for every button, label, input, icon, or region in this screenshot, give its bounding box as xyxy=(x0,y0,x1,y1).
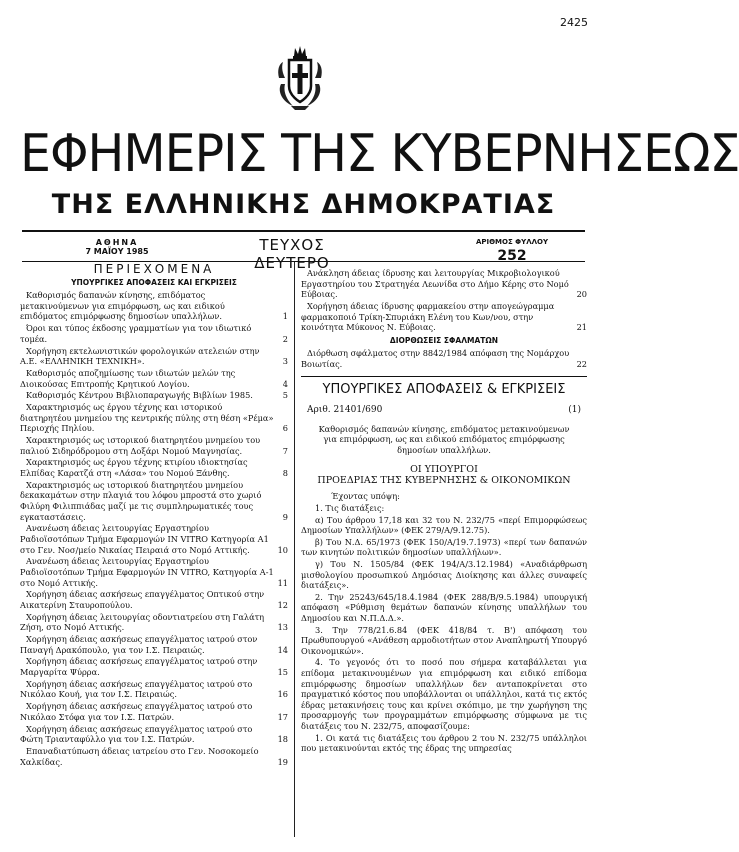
contents-entry xyxy=(20,612,288,633)
entry-page-number: 17 xyxy=(277,711,288,722)
entry-title: Ανάκληση άδειας ίδρυσης και λειτουργίας Μικροβιολογικού Εργαστηρίου του Στρατηγέα Λεωνίδα στο Δήμο Κέρης στο Νομό Εύβοιας. xyxy=(301,268,569,300)
entry-page-number: 5 xyxy=(282,390,288,401)
entry-page-number: 12 xyxy=(277,599,288,610)
body-paragraph: β) Του Ν.Δ. 65/1973 (ΦΕΚ 150/Α/19.7.1973) «περί των δαπανών των κινητών πολιτικών δημοσίων υπαλλήλων». xyxy=(301,536,587,558)
contents-subheading: ΥΠΟΥΡΓΙΚΕΣ ΑΠΟΦΑΣΕΙΣ ΚΑΙ ΕΓΚΡΙΣΕΙΣ xyxy=(71,277,237,287)
entry-title: Ανανέωση άδειας λειτουργίας Εργαστηρίου Ραδιοϊσοτόπων Τμήμα Εφαρμογών IN VITRO Κατηγορία Α1 στο Γεν. Νοσ/μείο Νικαίας Πειραιά στο Νομό Αττικής. xyxy=(20,523,269,555)
entry-page-number: 14 xyxy=(277,644,288,655)
body-paragraph: 1. Οι κατά τις διατάξεις του άρθρου 2 του Ν. 232/75 υπάλληλοι που μετακινούνται εκτός της έδρας της υπηρεσίας xyxy=(301,732,587,754)
entry-title: Όροι και τύπος έκδοσης γραμματίων για τον ιδιωτικό τομέα. xyxy=(20,323,252,344)
entry-title: Καθορισμός δαπανών κίνησης, επιδόματος μετακινούμενων για επιμόρφωση, ως και ειδικού επιδόματος επιμόρφωσης δημοσίων υπαλλήλων. xyxy=(20,290,225,322)
section-rule xyxy=(301,376,587,377)
entry-title: Χορήγηση άδειας ίδρυσης φαρμακείου στην απογεώγραμμα φαρμακοποιό Τρίκη-Σπυριάκη Ελένη του Κων/νου, στην κοινότητα Μύκονος Ν. Εύβοιας. xyxy=(301,300,555,333)
main-column xyxy=(301,268,587,755)
contents-entry xyxy=(20,556,288,588)
entry-title: Χορήγηση άδειας ασκήσεως επαγγέλματος ιατρού στο Νικόλαο Στόφα για τον Ι.Σ. Πατρών. xyxy=(20,701,253,722)
entry-page-number: 19 xyxy=(277,756,288,767)
body-paragraph: 2. Την 25243/645/18.4.1984 (ΦΕΚ 288/Β/9.5.1984) υπουργική απόφαση «Ρύθμιση θεμάτων δαπανών κίνησης υπαλλήλων του Δημοσίου και Ν.Π.Δ.Δ.». xyxy=(301,591,587,624)
contents-entry xyxy=(20,724,288,745)
contents-column xyxy=(20,264,288,768)
entry-page-number: 2 xyxy=(282,333,288,344)
entry-page-number: 1 xyxy=(282,311,288,322)
entry-page-number: 7 xyxy=(282,445,288,456)
contents-list xyxy=(20,290,288,767)
authority-line-1: ΟΙ ΥΠΟΥΡΓΟΙ xyxy=(410,463,478,475)
entry-page-number: 11 xyxy=(277,577,288,588)
entry-title: Χορήγηση άδειας ασκήσεως επαγγέλματος ιατρού στο Νικόλαο Κουή, για τον Ι.Σ. Πειραιώς. xyxy=(20,678,253,700)
corrections-list xyxy=(301,348,587,369)
body-paragraph: 1. Τις διατάξεις: xyxy=(315,503,385,514)
issue-date: 7 ΜΑΪΟΥ 1985 xyxy=(85,247,149,256)
entry-title: Χορήγηση άδειας ασκήσεως επαγγέλματος Οπτικού στην Αικατερίνη Σταυροπούλου. xyxy=(20,589,265,610)
decision-number: Αριθ. 21401/690 xyxy=(307,405,383,416)
section-heading: ΥΠΟΥΡΓΙΚΕΣ ΑΠΟΦΑΣΕΙΣ & ΕΓΚΡΙΣΕΙΣ xyxy=(322,381,566,397)
sheet-number-label: ΑΡΙΘΜΟΣ ΦΥΛΛΟΥ xyxy=(475,238,549,246)
contents-entry xyxy=(301,301,587,333)
entry-page-number: 4 xyxy=(282,378,288,389)
entry-page-number: 3 xyxy=(282,356,288,367)
body-paragraph: α) Του άρθρου 17,18 και 32 του Ν. 232/75 «περί Επιμορφώσεως Δημοσίων Υπαλλήλων» (ΦΕΚ 279/Α/9.12.75). xyxy=(301,514,587,536)
contents-entry xyxy=(20,523,288,555)
contents-entry xyxy=(20,457,288,478)
greek-coat-of-arms-emblem xyxy=(275,40,325,114)
having-regard-line: Έχοντας υπόψη: xyxy=(331,490,400,501)
entry-page-number: 6 xyxy=(282,423,288,434)
gazette-subtitle: ΤΗΣ ΕΛΛΗΝΙΚΗΣ ΔΗΜΟΚΡΑΤΙΑΣ xyxy=(51,189,556,220)
contents-entry xyxy=(20,746,288,767)
contents-entry xyxy=(20,480,288,522)
entry-title: Χαρακτηρισμός ως έργου τέχνης κτιρίου ιδιοκτησίας Ελπίδας Καρατζά στη «Λάσα» του Νομού Ξάνθης. xyxy=(20,457,248,478)
corrections-heading: ΔΙΟΡΘΩΣΕΙΣ ΣΦΑΛΜΑΤΩΝ xyxy=(389,335,499,345)
header-top-rule xyxy=(22,230,585,232)
entry-title: Ανανέωση άδειας λειτουργίας Εργαστηρίου Ραδιοϊσοτόπων Τμήμα Εφαρμογών IN VITRO, Κατηγορία Α-1 στο Νομό Αττικής. xyxy=(20,556,274,588)
entry-page-number: 13 xyxy=(277,622,288,633)
contents-heading: ΠΕΡΙΕΧΟΜΕΝΑ xyxy=(93,262,215,276)
contents-entry xyxy=(20,701,288,722)
entry-title: Χορήγηση άδειας ασκήσεως επαγγέλματος ιατρού στο Φώτη Τριανταφύλλο για τον Ι.Σ. Πατρών. xyxy=(20,723,253,745)
contents-entry xyxy=(20,323,288,344)
decision-body xyxy=(301,503,587,754)
entry-page-number: 9 xyxy=(282,511,288,522)
contents-entry xyxy=(20,656,288,677)
entry-title: Χαρακτηρισμός ως ιστορικού διατηρητέου μνημείου δεκακαμάτων στην πλαγιά του λόφου μπροστά στο χωριό Φιλύρη Φιλιππιάδας μαζί με τις συμπληρωματικές τους εγκαταστάσεις. xyxy=(20,479,262,522)
entry-title: Χορήγηση άδειας ασκήσεως επαγγέλματος ιατρού στον Παναγή Δρακόπουλο, για τον Ι.Σ. Πειραιώς. xyxy=(20,634,258,655)
entry-page-number: 8 xyxy=(282,468,288,478)
entry-title: Επαναδιατύπωση άδειας ιατρείου στο Γεν. Νοσοκομείο Χαλκίδας. xyxy=(20,745,259,767)
decision-title: Καθορισμός δαπανών κίνησης, επιδόματος μετακινούμενων για επιμόρφωση, ως και ειδικού επιδόματος επιμόρφωσης δημοσίων υπαλλήλων. xyxy=(318,423,570,455)
entry-title: Χορήγηση άδειας λειτουργίας οδοντιατρείου στη Γαλάτη Ζήση, στο Νομό Αττικής. xyxy=(20,611,265,633)
sheet-number: 252 xyxy=(497,248,527,264)
entry-page-number: 10 xyxy=(277,544,288,555)
decision-number-line xyxy=(307,405,581,416)
contents-entry xyxy=(20,346,288,367)
corrections-entry xyxy=(301,348,587,369)
contents-entry xyxy=(20,368,288,389)
contents-entry xyxy=(20,390,288,401)
contents-continued-list xyxy=(301,268,587,333)
page-number: 2425 xyxy=(560,16,588,29)
contents-entry xyxy=(20,679,288,700)
contents-entry xyxy=(20,634,288,655)
entry-page-number: 18 xyxy=(277,734,288,745)
entry-title: Χαρακτηρισμός ως έργου τέχνης και ιστορικού διατηρητέου μνημείου της κεντρικής πύλης στη θέση «Ρέμα» Περιοχής Πηλίου. xyxy=(20,402,274,434)
gazette-title: ΕΦΗΜΕΡΙΣ ΤΗΣ ΚΥΒΕΡΝΗΣΕΩΣ xyxy=(20,123,739,184)
entry-title: Διόρθωση σφάλματος στην 8842/1984 απόφαση της Νομάρχου Βοιωτίας. xyxy=(301,348,570,369)
contents-entry xyxy=(20,290,288,322)
entry-title: Καθορισμός αποζημίωσης των ιδιωτών μελών της Διοικούσας Επιτροπής Κρητικού Λογίου. xyxy=(20,367,236,389)
entry-page-number: 15 xyxy=(277,667,288,677)
body-paragraph: γ) Του Ν. 1505/84 (ΦΕΚ 194/Α/3.12.1984) «Αναδιάρθρωση μισθολογίου προσωπικού Δημόσιας Διοίκησης και άλλες συναφείς διατάξεις». xyxy=(301,559,587,591)
entry-title: Χορήγηση άδειας ασκήσεως επαγγέλματος ιατρού στην Μαργαρίτα Ψύρρα. xyxy=(20,656,258,677)
entry-page-number: 20 xyxy=(576,289,587,300)
entry-page-number: 21 xyxy=(576,322,587,333)
contents-entry xyxy=(301,268,587,300)
column-divider xyxy=(294,262,295,837)
authority-line-2: ΠΡΟΕΔΡΙΑΣ ΤΗΣ ΚΥΒΕΡΝΗΣΗΣ & ΟΙΚΟΝΟΜΙΚΩΝ xyxy=(317,474,571,486)
entry-page-number: 22 xyxy=(576,358,587,369)
issue-volume: ΤΕΥΧΟΣ ΔΕΥΤΕΡΟ xyxy=(254,236,330,272)
entry-title: Χαρακτηρισμός ως ιστορικού διατηρητέου μνημείου του παλιού Σιδηρόδρομου στη Δοξάρι Νομού Μαγνησίας. xyxy=(20,435,261,456)
body-paragraph: 4. Το γεγονός ότι το ποσό που σήμερα καταβάλλεται για επίδομα μετακινουμένων για επιμόρφωση και ειδικό επίδομα επιμόρφωσης δημοσίων υπαλλήλων δεν ανταποκρίνεται στο πραγματικό κόστος που υποβάλλονται οι υπάλληλοι, κατά τις εκτός έδρας μετακινήσεις τους και κρίνει σκόπιμο, με την χωρήγηση της προσαρμογής των προγραμμάτων επιμόρφωσης σύμφωνα με τις διατάξεις του Ν. 232/75, αποφασίζουμε: xyxy=(301,657,587,731)
contents-entry xyxy=(20,589,288,610)
entry-page-number: 16 xyxy=(277,689,288,700)
issue-city: ΑΘΗΝΑ xyxy=(95,238,139,247)
entry-title: Χορήγηση εκτελωνιστικών φορολογικών ατελειών στην Α.Ε. «ΕΛΛΗΝΙΚΗ ΤΕΧΝΙΚΗ». xyxy=(20,345,260,367)
contents-entry xyxy=(20,435,288,456)
entry-title: Καθορισμός Κέντρου Βιβλιοπαραγωγής Βιβλίων 1985. xyxy=(26,390,253,401)
contents-entry xyxy=(20,402,288,434)
decision-index: (1) xyxy=(568,405,581,416)
body-paragraph: 3. Την 778/21.6.84 (ΦΕΚ 418/84 τ. Β') απόφαση του Πρωθυπουργού «Ανάθεση αρμοδιοτήτων στον Αναπληρωτή Υπουργό Οικονομικών». xyxy=(301,624,587,656)
